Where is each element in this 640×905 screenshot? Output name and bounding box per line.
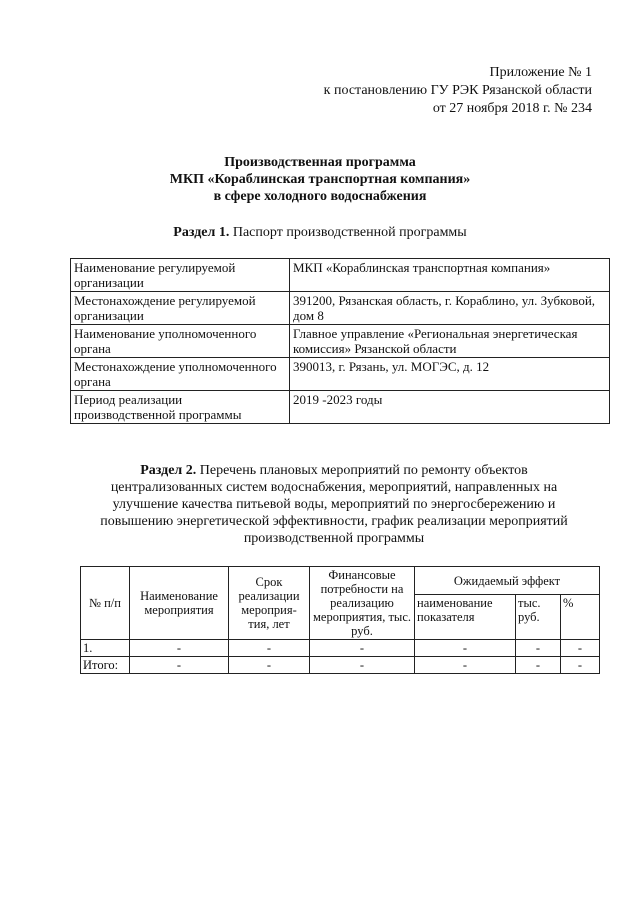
cell-num: 1.: [81, 640, 130, 657]
row-value: 2019 -2023 годы: [290, 391, 610, 424]
col-header-num: № п/п: [81, 567, 130, 640]
col-header-finance: Финансовые потребности на реализацию мероприятия, тыс. руб.: [310, 567, 415, 640]
col-header-thousand-rub: тыс. руб.: [516, 595, 561, 640]
cell-num: Итого:: [81, 657, 130, 674]
section-1-heading: [0, 224, 640, 241]
document-title: [0, 154, 640, 205]
row-label: Местонахождение регулируемой организации: [71, 292, 290, 325]
section-2-text: Перечень плановых мероприятий по ремонту объектов централизованных систем водоснабжения, мероприятий, направленных на улучшение качества питьевой воды, мероприятий по энергосбережению и повышению энергетической эффективности, график реализации мероприятий производственной программы: [100, 463, 568, 546]
col-header-effect: Ожидаемый эффект: [415, 567, 600, 595]
cell-term: -: [229, 657, 310, 674]
cell-indicator: -: [415, 657, 516, 674]
cell-thousand-rub: -: [516, 640, 561, 657]
cell-finance: -: [310, 640, 415, 657]
cell-percent: -: [561, 640, 600, 657]
table-row: [81, 640, 600, 657]
col-header-term: Срок реализации мероприя-тия, лет: [229, 567, 310, 640]
table-row: [71, 259, 610, 292]
decree-reference: к постановлению ГУ РЭК Рязанской области: [323, 83, 592, 98]
row-label: Местонахождение уполномоченного органа: [71, 358, 290, 391]
section-1-text: Паспорт производственной программы: [229, 225, 467, 240]
row-value: 391200, Рязанская область, г. Кораблино, ул. Зубковой, дом 8: [290, 292, 610, 325]
row-value: Главное управление «Региональная энергетическая комиссия» Рязанской области: [290, 325, 610, 358]
appendix-number: Приложение № 1: [489, 65, 592, 80]
cell-percent: -: [561, 657, 600, 674]
row-label: Период реализации производственной программы: [71, 391, 290, 424]
table-row: [71, 391, 610, 424]
col-header-indicator: наименование показателя: [415, 595, 516, 640]
row-label: Наименование регулируемой организации: [71, 259, 290, 292]
cell-term: -: [229, 640, 310, 657]
table-header-row: [81, 567, 600, 595]
col-header-name: Наименование мероприятия: [130, 567, 229, 640]
cell-thousand-rub: -: [516, 657, 561, 674]
table-row: [71, 358, 610, 391]
cell-finance: -: [310, 657, 415, 674]
table-row: [81, 657, 600, 674]
measures-table: [80, 566, 600, 674]
row-value: 390013, г. Рязань, ул. МОГЭС, д. 12: [290, 358, 610, 391]
title-line-1: Производственная программа: [224, 155, 416, 170]
section-2-label: Раздел 2.: [140, 463, 197, 478]
row-label: Наименование уполномоченного органа: [71, 325, 290, 358]
col-header-percent: %: [561, 595, 600, 640]
cell-indicator: -: [415, 640, 516, 657]
row-value: МКП «Кораблинская транспортная компания»: [290, 259, 610, 292]
document-header: [324, 64, 592, 118]
table-row: [71, 325, 610, 358]
title-line-2: МКП «Кораблинская транспортная компания»: [169, 172, 471, 187]
cell-name: -: [130, 657, 229, 674]
cell-name: -: [130, 640, 229, 657]
decree-date: от 27 ноября 2018 г. № 234: [432, 101, 592, 116]
section-2-heading: [84, 462, 584, 547]
table-row: [71, 292, 610, 325]
passport-table: [70, 258, 610, 424]
title-line-3: в сфере холодного водоснабжения: [213, 189, 427, 204]
section-1-label: Раздел 1.: [173, 225, 230, 240]
